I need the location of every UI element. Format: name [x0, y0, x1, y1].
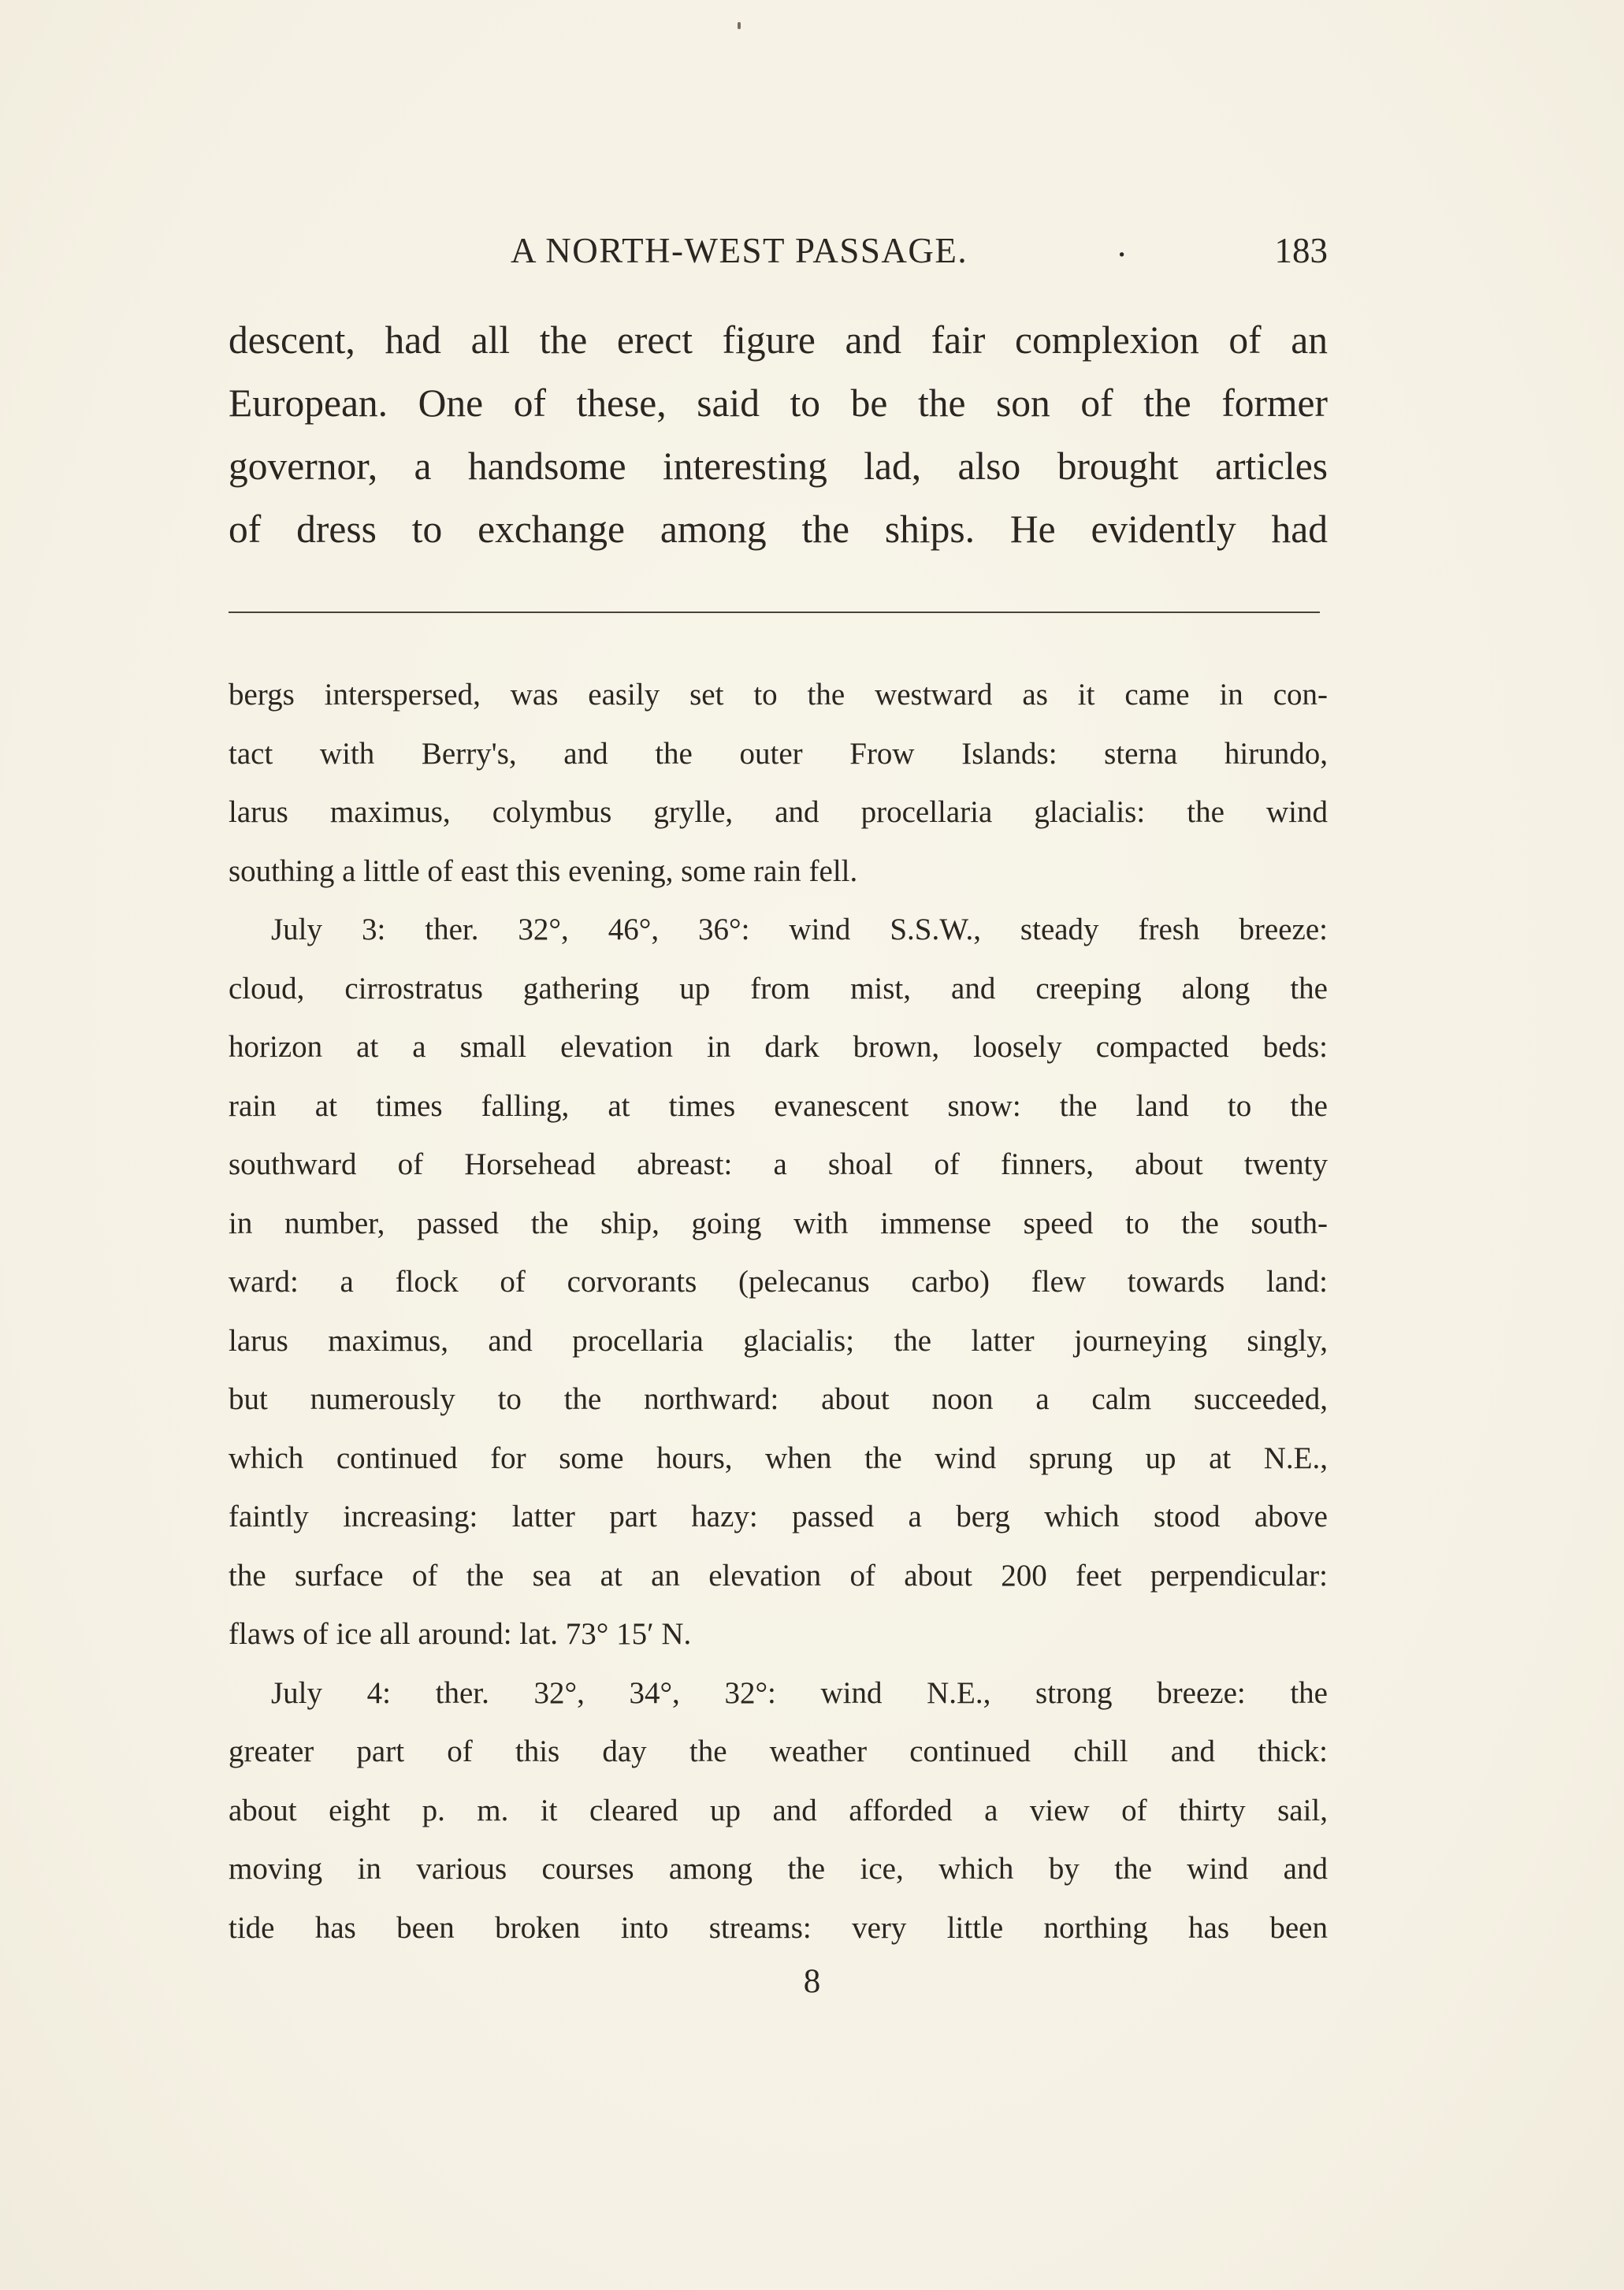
note-line: southward of Horsehead abreast: a shoal of finners, about twenty	[229, 1147, 1328, 1181]
note-line: cloud, cirrostratus gathering up from mist, and creeping along the	[229, 971, 1328, 1006]
footnote-text	[229, 666, 1328, 1957]
note-line: July 4: ther. 32°, 34°, 32°: wind N.E., strong breeze: the	[271, 1675, 1328, 1710]
signature-mark: 8	[803, 1963, 821, 2000]
note-line: tact with Berry's, and the outer Frow Islands: sterna hirundo,	[229, 736, 1328, 771]
running-head	[229, 225, 1328, 277]
note-line: flaws of ice all around: lat. 73° 15′ N.	[229, 1617, 692, 1651]
note-line: moving in various courses among the ice, which by the wind and	[229, 1852, 1328, 1886]
main-text-line: governor, a handsome interesting lad, also brought articles	[229, 444, 1328, 488]
note-line: but numerously to the northward: about noon a calm succeeded,	[229, 1382, 1328, 1416]
footnote-rule	[229, 612, 1320, 613]
page-speck	[738, 22, 741, 29]
note-line: ward: a flock of corvorants (pelecanus carbo) flew towards land:	[229, 1265, 1328, 1299]
running-title: A NORTH-WEST PASSAGE.	[511, 231, 968, 270]
note-line: bergs interspersed, was easily set to the westward as it came in con-	[229, 678, 1328, 712]
note-line: larus maximus, colymbus grylle, and procellaria glacialis: the wind	[229, 795, 1328, 829]
note-line: the surface of the sea at an elevation of about 200 feet perpendicular:	[229, 1558, 1328, 1593]
main-text-line: of dress to exchange among the ships. He evidently had	[229, 507, 1328, 551]
note-line: southing a little of east this evening, some rain fell.	[229, 853, 858, 888]
main-text	[229, 309, 1328, 561]
running-head-dot: .	[1117, 225, 1127, 264]
note-line: tide has been broken into streams: very little northing has been	[229, 1910, 1328, 1945]
note-line: greater part of this day the weather continued chill and thick:	[229, 1734, 1328, 1768]
main-text-line: European. One of these, said to be the son of the former	[229, 381, 1328, 425]
note-line: in number, passed the ship, going with immense speed to the south-	[229, 1206, 1328, 1240]
note-line: about eight p. m. it cleared up and afforded a view of thirty sail,	[229, 1793, 1328, 1827]
note-line: rain at times falling, at times evanescent snow: the land to the	[229, 1088, 1328, 1123]
note-line: which continued for some hours, when the wind sprung up at N.E.,	[229, 1441, 1328, 1475]
page-number: 183	[1274, 231, 1328, 270]
note-line: July 3: ther. 32°, 46°, 36°: wind S.S.W., steady fresh breeze:	[271, 913, 1328, 946]
note-line: faintly increasing: latter part hazy: passed a berg which stood above	[229, 1500, 1328, 1533]
main-text-line: descent, had all the erect figure and fair complexion of an	[229, 318, 1328, 362]
note-line: horizon at a small elevation in dark brown, loosely compacted beds:	[229, 1030, 1328, 1064]
note-line: larus maximus, and procellaria glacialis; the latter journeying singly,	[229, 1323, 1328, 1358]
